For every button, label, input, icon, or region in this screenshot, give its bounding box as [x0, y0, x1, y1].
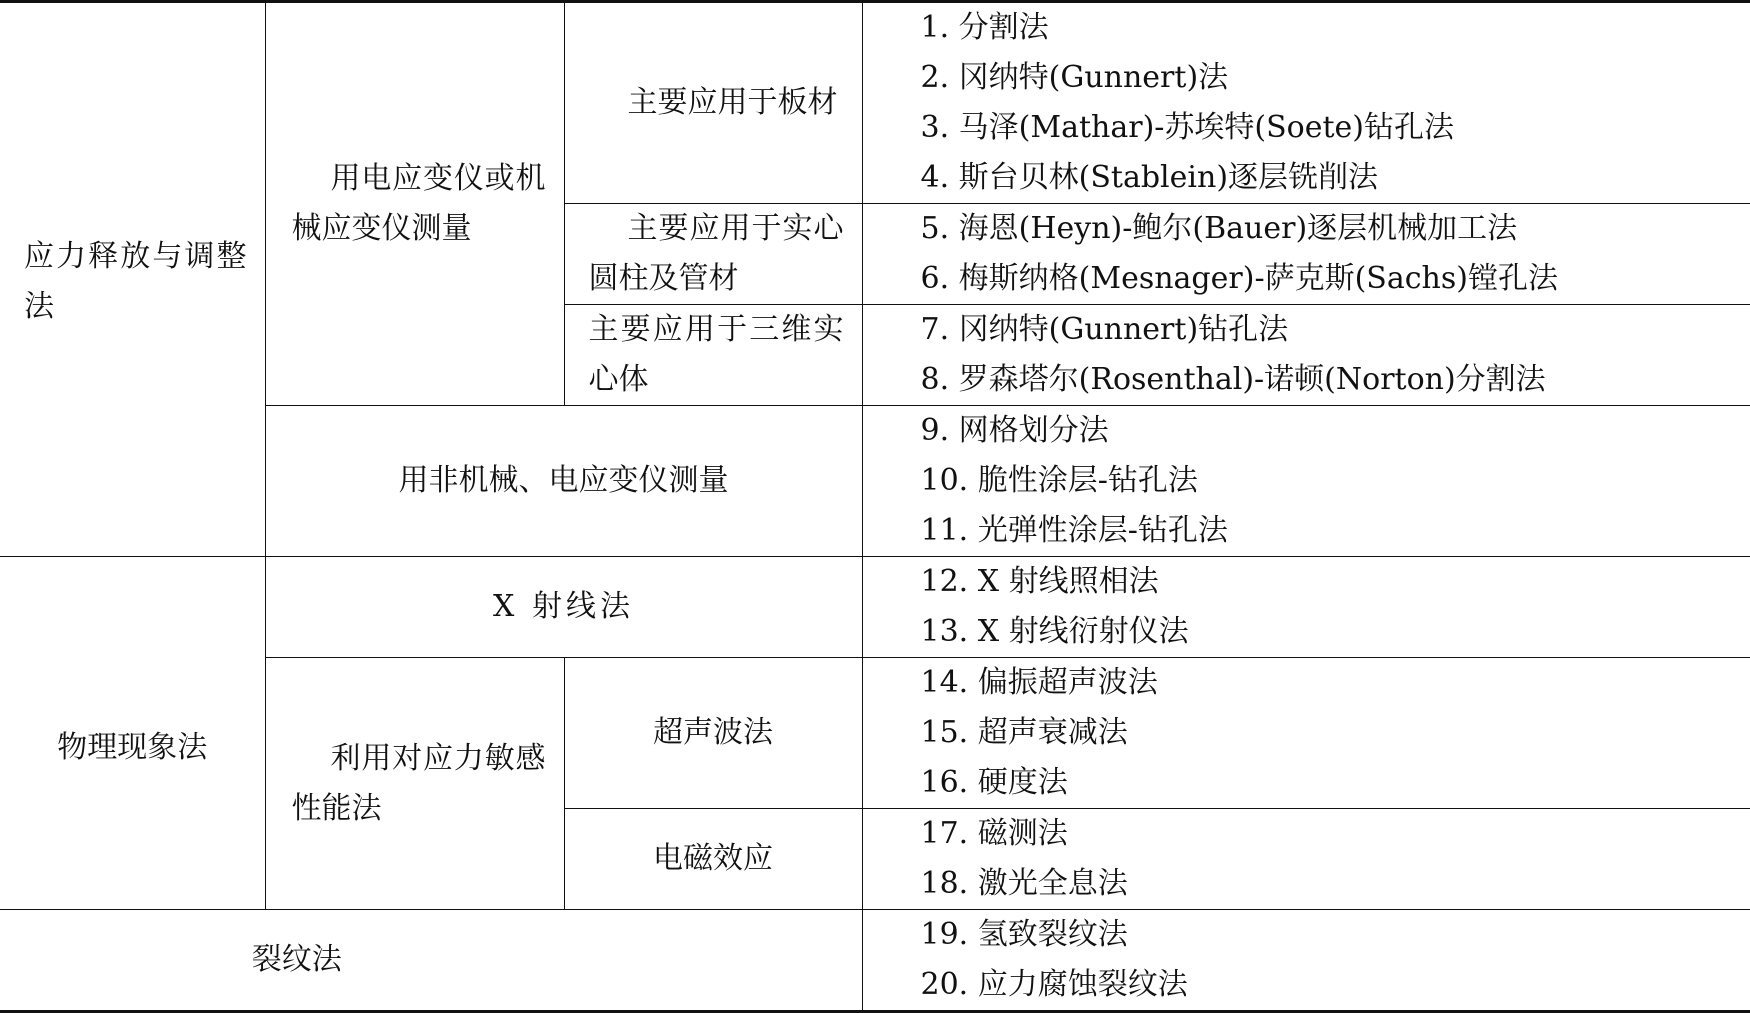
- table-row: [0, 557, 1750, 658]
- list-item: 3. 马泽(Mathar)-苏埃特(Soete)钻孔法: [921, 103, 1750, 153]
- list-item: 17. 磁测法: [921, 809, 1750, 859]
- list-item: 20. 应力腐蚀裂纹法: [921, 960, 1750, 1010]
- application-cylinder-tube: 主要应用于实心圆柱及管材: [564, 204, 862, 305]
- method-ultrasonic: 超声波法: [564, 658, 862, 809]
- list-item: 2. 冈纳特(Gunnert)法: [921, 53, 1750, 103]
- list-item: 6. 梅斯纳格(Mesnager)-萨克斯(Sachs)镗孔法: [921, 254, 1750, 304]
- items-xray: [862, 557, 1750, 658]
- items-ultrasonic: [862, 658, 1750, 809]
- list-item: 8. 罗森塔尔(Rosenthal)-诺顿(Norton)分割法: [921, 355, 1750, 405]
- application-plate: 主要应用于板材: [564, 2, 862, 204]
- list-item: 9. 网格划分法: [921, 406, 1750, 456]
- table-row: [0, 2, 1750, 204]
- subcategory-strain-gauge: 用电应变仪或机械应变仪测量: [265, 2, 564, 406]
- list-item: 7. 冈纳特(Gunnert)钻孔法: [921, 305, 1750, 355]
- category-physical: 物理现象法: [0, 557, 265, 910]
- items-crack: [862, 910, 1750, 1012]
- items-plate: [862, 2, 1750, 204]
- table-row: [0, 910, 1750, 1012]
- category-stress-release: 应力释放与调整法: [0, 2, 265, 557]
- items-non-mechanical: [862, 406, 1750, 557]
- list-item: 14. 偏振超声波法: [921, 658, 1750, 708]
- list-item: 4. 斯台贝林(Stablein)逐层铣削法: [921, 153, 1750, 203]
- subcategory-xray: X 射线法: [265, 557, 862, 658]
- list-item: 12. X 射线照相法: [921, 557, 1750, 607]
- items-cylinder: [862, 204, 1750, 305]
- category-crack: 裂纹法: [0, 910, 862, 1012]
- list-item: 18. 激光全息法: [921, 859, 1750, 909]
- application-3d-solid: 主要应用于三维实心体: [564, 305, 862, 406]
- list-item: 16. 硬度法: [921, 758, 1750, 808]
- list-item: 13. X 射线衍射仪法: [921, 607, 1750, 657]
- list-item: 15. 超声衰减法: [921, 708, 1750, 758]
- list-item: 1. 分割法: [921, 3, 1750, 53]
- list-item: 19. 氢致裂纹法: [921, 910, 1750, 960]
- subcategory-stress-sensitive: 利用对应力敏感性能法: [265, 658, 564, 910]
- list-item: 5. 海恩(Heyn)-鲍尔(Bauer)逐层机械加工法: [921, 204, 1750, 254]
- list-item: 11. 光弹性涂层-钻孔法: [921, 506, 1750, 556]
- items-electromagnetic: [862, 809, 1750, 910]
- list-item: 10. 脆性涂层-钻孔法: [921, 456, 1750, 506]
- items-3d-solid: [862, 305, 1750, 406]
- method-electromagnetic: 电磁效应: [564, 809, 862, 910]
- subcategory-non-mechanical: 用非机械、电应变仪测量: [265, 406, 862, 557]
